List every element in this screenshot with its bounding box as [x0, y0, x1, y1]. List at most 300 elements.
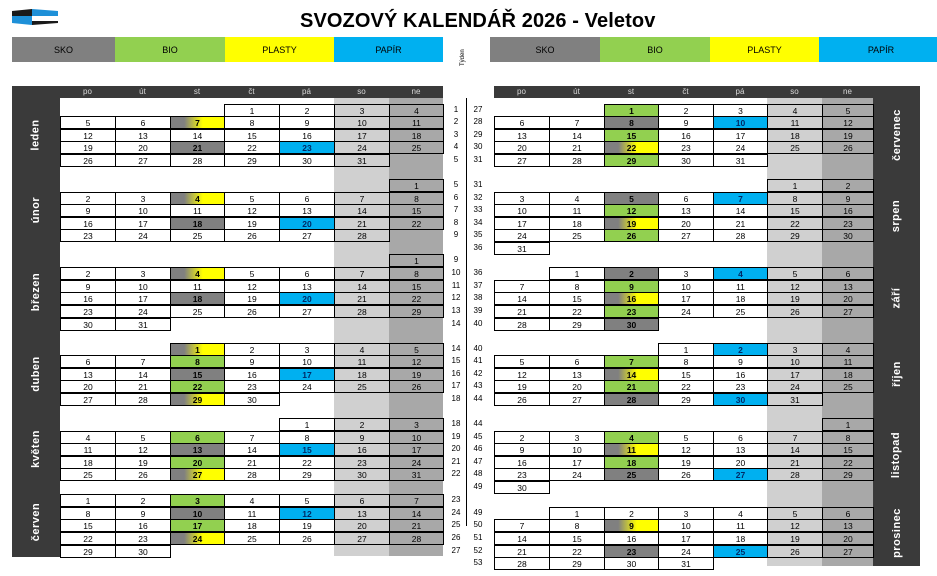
- day-cell: 29: [604, 154, 659, 167]
- day-cell: 26: [822, 141, 874, 154]
- day-cell: 12: [604, 204, 659, 217]
- day-cell: 17: [115, 217, 171, 230]
- day-cell: 6: [494, 116, 550, 129]
- month-name: září: [890, 287, 903, 309]
- month-label-květen: [12, 411, 60, 486]
- day-cell: 8: [549, 280, 605, 293]
- day-cell: 28: [549, 154, 605, 167]
- day-cell: 2: [60, 192, 116, 205]
- day-cell: 17: [115, 292, 171, 305]
- day-cell: 3: [713, 104, 768, 117]
- day-cell: 19: [224, 292, 280, 305]
- day-cell: 19: [494, 380, 550, 393]
- day-cell: 22: [822, 456, 874, 469]
- day-cell: 7: [604, 355, 659, 368]
- day-cell: 27: [713, 468, 768, 481]
- day-cell: 24: [334, 141, 390, 154]
- day-cell: 30: [713, 393, 768, 406]
- day-cell: 7: [713, 192, 768, 205]
- week-number: 20: [451, 444, 461, 453]
- day-cell: 14: [494, 532, 550, 545]
- weekday-so: so: [357, 87, 366, 96]
- day-cell: 21: [549, 141, 605, 154]
- day-cell: 2: [334, 418, 390, 431]
- day-cell: 27: [549, 393, 605, 406]
- day-cell: 4: [170, 267, 225, 280]
- day-cell: 13: [334, 507, 390, 520]
- day-cell: 9: [604, 519, 659, 532]
- weekday-čt: čt: [248, 87, 255, 96]
- weekday-header-left: [12, 86, 443, 98]
- day-cell: 10: [658, 519, 714, 532]
- day-cell: 31: [767, 393, 823, 406]
- day-cell: 6: [549, 355, 605, 368]
- day-cell: 29: [658, 393, 714, 406]
- day-cell: 30: [334, 468, 390, 481]
- month-name: duben: [30, 355, 42, 392]
- day-cell: 9: [713, 355, 768, 368]
- day-cell: 21: [334, 217, 390, 230]
- day-cell: 2: [224, 343, 280, 356]
- day-cell: 30: [115, 545, 171, 558]
- day-cell: 2: [604, 267, 659, 280]
- day-cell: 4: [60, 431, 116, 444]
- week-number: 14: [451, 319, 461, 328]
- week-column-header: Týden: [460, 49, 466, 66]
- week-number: 1: [453, 105, 459, 114]
- day-cell: 23: [604, 305, 659, 318]
- day-cell: 16: [604, 292, 659, 305]
- month-label-leden: [12, 98, 60, 172]
- day-cell: 7: [115, 355, 171, 368]
- day-cell: 10: [767, 355, 823, 368]
- month-name: listopad: [890, 431, 903, 479]
- day-cell: 13: [494, 129, 550, 142]
- day-cell: 8: [389, 192, 444, 205]
- day-cell: 16: [604, 532, 659, 545]
- week-number: 19: [451, 432, 461, 441]
- day-cell: 29: [767, 229, 823, 242]
- week-number: 40: [473, 319, 483, 328]
- day-cell: 29: [549, 557, 605, 570]
- week-number: 17: [451, 381, 461, 390]
- week-number: 12: [451, 293, 461, 302]
- day-cell: 10: [494, 204, 550, 217]
- week-number: 5: [453, 180, 459, 189]
- day-cell: 6: [822, 267, 874, 280]
- day-cell: 11: [767, 116, 823, 129]
- day-cell: 27: [334, 532, 390, 545]
- day-cell: 8: [767, 192, 823, 205]
- day-cell: 6: [60, 355, 116, 368]
- day-cell: 6: [115, 116, 171, 129]
- day-cell: 25: [170, 305, 225, 318]
- week-number: 52: [473, 546, 483, 555]
- day-cell: 4: [389, 104, 444, 117]
- day-cell: 18: [170, 292, 225, 305]
- sunday-band: [389, 98, 443, 556]
- day-cell: 26: [767, 545, 823, 558]
- town-logo: [12, 7, 58, 27]
- legend-bio: BIO: [600, 37, 710, 62]
- day-cell: 17: [658, 532, 714, 545]
- day-cell: 13: [822, 280, 874, 293]
- day-cell: 22: [170, 380, 225, 393]
- saturday-band: [767, 98, 822, 566]
- day-cell: 8: [224, 116, 280, 129]
- day-cell: 10: [334, 116, 390, 129]
- day-cell: 20: [279, 217, 335, 230]
- day-cell: 5: [822, 104, 874, 117]
- day-cell: 2: [713, 343, 768, 356]
- day-cell: 20: [549, 380, 605, 393]
- day-cell: 3: [549, 431, 605, 444]
- day-cell: 12: [658, 443, 714, 456]
- day-cell: 4: [767, 104, 823, 117]
- day-cell: 17: [334, 129, 390, 142]
- day-cell: 22: [604, 141, 659, 154]
- week-number: 53: [473, 558, 483, 567]
- sunday-band: [822, 98, 873, 566]
- day-cell: 15: [767, 204, 823, 217]
- day-cell: 20: [60, 380, 116, 393]
- weekday-st: st: [627, 87, 635, 96]
- day-cell: 9: [115, 507, 171, 520]
- day-cell: 18: [604, 456, 659, 469]
- day-cell: 20: [822, 532, 874, 545]
- day-cell: 10: [115, 204, 171, 217]
- week-number: 44: [473, 394, 483, 403]
- day-cell: 24: [494, 229, 550, 242]
- week-number: 31: [473, 155, 483, 164]
- day-cell: 22: [549, 305, 605, 318]
- day-cell: 27: [822, 305, 874, 318]
- day-cell: 10: [389, 431, 444, 444]
- day-cell: 24: [279, 380, 335, 393]
- day-cell: 16: [60, 217, 116, 230]
- day-cell: 21: [494, 545, 550, 558]
- day-cell: 22: [767, 217, 823, 230]
- day-cell: 27: [170, 468, 225, 481]
- month-label-listopad: [873, 411, 920, 499]
- day-cell: 8: [60, 507, 116, 520]
- day-cell: 14: [170, 129, 225, 142]
- day-cell: 7: [494, 280, 550, 293]
- day-cell: 18: [767, 129, 823, 142]
- day-cell: 30: [224, 393, 280, 406]
- day-cell: 14: [604, 368, 659, 381]
- day-cell: 29: [389, 305, 444, 318]
- day-cell: 14: [224, 443, 280, 456]
- day-cell: 5: [60, 116, 116, 129]
- day-cell: 19: [389, 368, 444, 381]
- day-cell: 1: [60, 494, 116, 507]
- day-cell: 23: [60, 305, 116, 318]
- day-cell: 30: [60, 318, 116, 331]
- week-number: 32: [473, 193, 483, 202]
- day-cell: 24: [549, 468, 605, 481]
- week-number: 49: [473, 482, 483, 491]
- day-cell: 20: [713, 456, 768, 469]
- day-cell: 8: [279, 431, 335, 444]
- week-number: 23: [451, 495, 461, 504]
- day-cell: 11: [224, 507, 280, 520]
- day-cell: 26: [389, 380, 444, 393]
- day-cell: 26: [279, 532, 335, 545]
- week-number: 30: [473, 142, 483, 151]
- day-cell: 6: [334, 494, 390, 507]
- day-cell: 15: [549, 532, 605, 545]
- day-cell: 11: [389, 116, 444, 129]
- day-cell: 26: [767, 305, 823, 318]
- day-cell: 15: [389, 280, 444, 293]
- month-label-duben: [12, 336, 60, 411]
- week-number: 44: [473, 419, 483, 428]
- day-cell: 19: [767, 532, 823, 545]
- day-cell: 28: [389, 532, 444, 545]
- day-cell: 27: [279, 229, 335, 242]
- week-number: 28: [473, 117, 483, 126]
- day-cell: 11: [334, 355, 390, 368]
- day-cell: 18: [389, 129, 444, 142]
- weekday-čt: čt: [682, 87, 689, 96]
- month-label-únor: [12, 172, 60, 248]
- day-cell: 18: [549, 217, 605, 230]
- day-cell: 20: [279, 292, 335, 305]
- day-cell: 3: [658, 507, 714, 520]
- week-number: 27: [473, 105, 483, 114]
- week-number: 31: [473, 180, 483, 189]
- weekday-so: so: [790, 87, 799, 96]
- legend-left: [12, 37, 443, 62]
- day-cell: 24: [170, 532, 225, 545]
- week-number: 24: [451, 508, 461, 517]
- weekday-út: út: [139, 87, 146, 96]
- day-cell: 21: [334, 292, 390, 305]
- day-cell: 4: [170, 192, 225, 205]
- day-cell: 5: [494, 355, 550, 368]
- week-number: 6: [453, 193, 459, 202]
- day-cell: 30: [822, 229, 874, 242]
- day-cell: 12: [115, 443, 171, 456]
- weekday-po: po: [83, 87, 92, 96]
- week-number: 26: [451, 533, 461, 542]
- day-cell: 5: [604, 192, 659, 205]
- day-cell: 19: [767, 292, 823, 305]
- day-cell: 21: [767, 456, 823, 469]
- day-cell: 3: [334, 104, 390, 117]
- day-cell: 16: [115, 519, 171, 532]
- day-cell: 3: [658, 267, 714, 280]
- day-cell: 7: [767, 431, 823, 444]
- day-cell: 28: [713, 229, 768, 242]
- day-cell: 2: [822, 179, 874, 192]
- day-cell: 27: [658, 229, 714, 242]
- legend-plasty: PLASTY: [710, 37, 819, 62]
- week-number: 38: [473, 293, 483, 302]
- day-cell: 4: [604, 431, 659, 444]
- weekday-po: po: [517, 87, 526, 96]
- day-cell: 13: [60, 368, 116, 381]
- day-cell: 28: [334, 305, 390, 318]
- day-cell: 2: [494, 431, 550, 444]
- week-number: 43: [473, 381, 483, 390]
- day-cell: 27: [822, 545, 874, 558]
- week-number: 2: [453, 117, 459, 126]
- day-cell: 15: [658, 368, 714, 381]
- week-number: 4: [453, 142, 459, 151]
- day-cell: 24: [658, 305, 714, 318]
- day-cell: 31: [658, 557, 714, 570]
- month-label-srpen: [873, 172, 920, 260]
- day-cell: 5: [279, 494, 335, 507]
- weekday-pá: pá: [302, 87, 311, 96]
- day-cell: 5: [224, 192, 280, 205]
- day-cell: 17: [658, 292, 714, 305]
- day-cell: 25: [713, 545, 768, 558]
- day-cell: 24: [713, 141, 768, 154]
- day-cell: 26: [224, 229, 280, 242]
- day-cell: 12: [822, 116, 874, 129]
- week-number: 51: [473, 533, 483, 542]
- day-cell: 26: [658, 468, 714, 481]
- day-cell: 17: [389, 443, 444, 456]
- month-name: prosinec: [890, 507, 903, 558]
- day-cell: 3: [767, 343, 823, 356]
- day-cell: 29: [170, 393, 225, 406]
- day-cell: 23: [115, 532, 171, 545]
- day-cell: 13: [713, 443, 768, 456]
- day-cell: 17: [494, 217, 550, 230]
- weekday-ne: ne: [843, 87, 852, 96]
- day-cell: 7: [389, 494, 444, 507]
- week-number: 29: [473, 130, 483, 139]
- day-cell: 13: [115, 129, 171, 142]
- day-cell: 22: [224, 141, 280, 154]
- day-cell: 31: [334, 154, 390, 167]
- day-cell: 5: [115, 431, 171, 444]
- day-cell: 24: [767, 380, 823, 393]
- day-cell: 5: [767, 507, 823, 520]
- day-cell: 12: [767, 519, 823, 532]
- day-cell: 14: [494, 292, 550, 305]
- day-cell: 3: [389, 418, 444, 431]
- day-cell: 16: [334, 443, 390, 456]
- day-cell: 20: [115, 141, 171, 154]
- day-cell: 9: [60, 280, 116, 293]
- day-cell: 3: [494, 192, 550, 205]
- day-cell: 4: [549, 192, 605, 205]
- day-cell: 9: [604, 280, 659, 293]
- legend-papir: PAPÍR: [819, 37, 937, 62]
- day-cell: 15: [279, 443, 335, 456]
- legend-bio: BIO: [115, 37, 225, 62]
- day-cell: 26: [224, 305, 280, 318]
- week-number: 10: [451, 268, 461, 277]
- day-cell: 15: [60, 519, 116, 532]
- day-cell: 14: [115, 368, 171, 381]
- week-number: 7: [453, 205, 459, 214]
- day-cell: 17: [549, 456, 605, 469]
- day-cell: 2: [658, 104, 714, 117]
- day-cell: 11: [60, 443, 116, 456]
- month-name: srpen: [890, 199, 903, 233]
- week-number: 36: [473, 243, 483, 252]
- day-cell: 29: [60, 545, 116, 558]
- day-cell: 19: [658, 456, 714, 469]
- day-cell: 28: [494, 318, 550, 331]
- day-cell: 21: [389, 519, 444, 532]
- day-cell: 10: [713, 116, 768, 129]
- weekday-st: st: [193, 87, 201, 96]
- week-number: 46: [473, 444, 483, 453]
- day-cell: 14: [389, 507, 444, 520]
- day-cell: 5: [389, 343, 444, 356]
- week-number: 40: [473, 344, 483, 353]
- day-cell: 6: [170, 431, 225, 444]
- day-cell: 3: [170, 494, 225, 507]
- day-cell: 26: [115, 468, 171, 481]
- day-cell: 21: [713, 217, 768, 230]
- day-cell: 21: [494, 305, 550, 318]
- day-cell: 9: [279, 116, 335, 129]
- day-cell: 23: [494, 468, 550, 481]
- week-number: 14: [451, 344, 461, 353]
- day-cell: 25: [604, 468, 659, 481]
- day-cell: 22: [389, 217, 444, 230]
- day-cell: 23: [604, 545, 659, 558]
- day-cell: 29: [279, 468, 335, 481]
- day-cell: 11: [713, 519, 768, 532]
- day-cell: 23: [279, 141, 335, 154]
- week-number: 39: [473, 306, 483, 315]
- day-cell: 18: [334, 368, 390, 381]
- day-cell: 27: [494, 154, 550, 167]
- week-number: 18: [451, 394, 461, 403]
- day-cell: 22: [389, 292, 444, 305]
- day-cell: 9: [658, 116, 714, 129]
- day-cell: 31: [713, 154, 768, 167]
- day-cell: 7: [334, 267, 390, 280]
- day-cell: 16: [224, 368, 280, 381]
- day-cell: 8: [822, 431, 874, 444]
- day-cell: 30: [658, 154, 714, 167]
- day-cell: 5: [767, 267, 823, 280]
- day-cell: 15: [170, 368, 225, 381]
- day-cell: 22: [549, 545, 605, 558]
- day-cell: 25: [224, 532, 280, 545]
- day-cell: 24: [389, 456, 444, 469]
- day-cell: 28: [334, 229, 390, 242]
- day-cell: 19: [604, 217, 659, 230]
- day-cell: 19: [279, 519, 335, 532]
- day-cell: 23: [334, 456, 390, 469]
- day-cell: 20: [658, 217, 714, 230]
- legend-sko: SKO: [490, 37, 600, 62]
- day-cell: 2: [604, 507, 659, 520]
- day-cell: 22: [60, 532, 116, 545]
- day-cell: 23: [658, 141, 714, 154]
- day-cell: 17: [767, 368, 823, 381]
- week-number: 25: [451, 520, 461, 529]
- day-cell: 30: [279, 154, 335, 167]
- day-cell: 25: [767, 141, 823, 154]
- day-cell: 20: [494, 141, 550, 154]
- week-number: 48: [473, 469, 483, 478]
- day-cell: 9: [334, 431, 390, 444]
- day-cell: 31: [494, 242, 550, 255]
- day-cell: 23: [713, 380, 768, 393]
